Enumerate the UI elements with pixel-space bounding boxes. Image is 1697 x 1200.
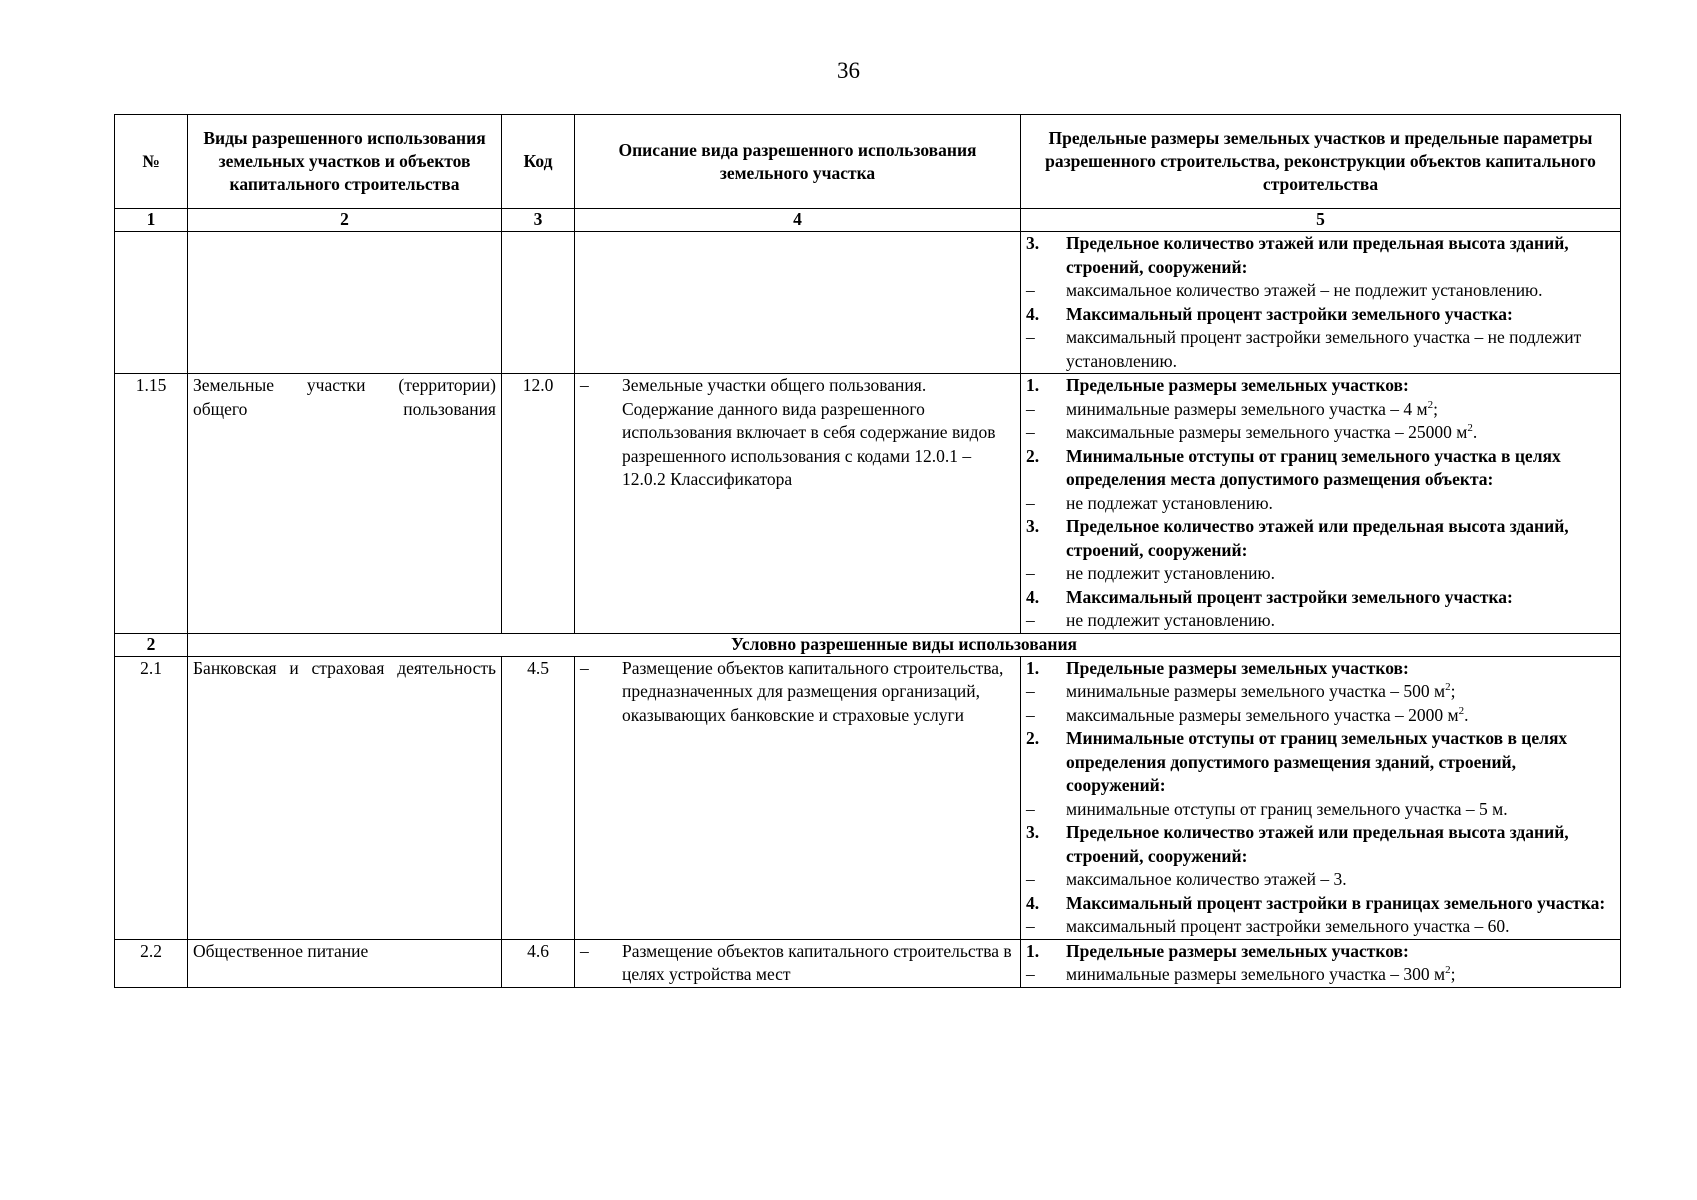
param-item: не подлежат установлению. <box>1066 492 1273 513</box>
param-item: не подлежит установлению. <box>1066 610 1275 630</box>
description-text: Земельные участки общего пользования. Содержание данного вида разрешенного использования включает в себя содержание видов разрешенного использования с кодами 12.0.1 – 12.0.2 Классификатора <box>622 375 996 489</box>
cell-use-type: Банковская и страховая деятельность <box>188 656 502 939</box>
param-item: максимальные размеры земельного участка – 2000 $м^2$. <box>1066 704 1469 725</box>
cell-num: 2.2 <box>115 939 188 987</box>
param-heading: Предельное количество этажей или предельная высота зданий, строений, сооружений: <box>1066 822 1569 866</box>
list-marker: – <box>580 375 589 395</box>
parameter-list <box>1026 657 1615 939</box>
cell-code <box>502 232 575 374</box>
column-number: 3 <box>502 209 575 232</box>
cell-description <box>575 232 1021 374</box>
list-marker: – <box>1026 563 1035 583</box>
description-text: Размещение объектов капитального строительства в целях устройства мест <box>622 940 1012 984</box>
list-marker: 2. <box>1026 728 1040 748</box>
list-marker: 4. <box>1026 303 1040 324</box>
cell-code: 4.5 <box>502 656 575 939</box>
list-marker: 3. <box>1026 233 1040 253</box>
cell-code: 4.6 <box>502 939 575 987</box>
param-item: максимальное количество этажей – 3. <box>1066 869 1347 889</box>
parameter-list <box>1026 232 1615 373</box>
param-heading: Предельные размеры земельных участков: <box>1066 375 1409 395</box>
cell-use-type <box>188 232 502 374</box>
section-number: 2 <box>115 633 188 656</box>
column-number: 1 <box>115 209 188 232</box>
header-description: Описание вида разрешенного использования земельного участка <box>575 115 1021 209</box>
cell-parameters <box>1021 232 1621 374</box>
param-item: минимальные отступы от границ земельного участка – 5 м. <box>1066 798 1508 819</box>
param-item: максимальное количество этажей – не подлежит установлению. <box>1066 280 1543 300</box>
param-heading: Предельные размеры земельных участков: <box>1066 940 1409 961</box>
column-number: 4 <box>575 209 1021 232</box>
param-heading: Предельное количество этажей или предельная высота зданий, строений, сооружений: <box>1066 516 1569 560</box>
cell-use-type: Земельные участки (территории) общего пользования <box>188 374 502 634</box>
section-row <box>115 633 1621 656</box>
param-item: минимальные размеры земельного участка – 500 $м^2$; <box>1066 681 1456 701</box>
list-marker: – <box>1026 681 1035 701</box>
list-marker: 3. <box>1026 822 1040 842</box>
cell-code: 12.0 <box>502 374 575 634</box>
param-heading: Максимальный процент застройки земельного участка: <box>1066 586 1513 607</box>
table-header-row <box>115 115 1621 209</box>
list-marker: 1. <box>1026 657 1040 678</box>
cell-description <box>575 656 1021 939</box>
page-number: 36 <box>837 58 860 83</box>
table-row <box>115 656 1621 939</box>
list-marker: 2. <box>1026 445 1040 466</box>
land-use-table <box>114 114 1621 988</box>
header-use-type: Виды разрешенного использования земельных участков и объектов капитального строительства <box>188 115 502 209</box>
header-parameters: Предельные размеры земельных участков и предельные параметры разрешенного строительства, реконструкции объектов капитального строительства <box>1021 115 1621 209</box>
list-marker: – <box>1026 422 1035 442</box>
param-heading: Минимальные отступы от границ земельных участков в целях определения допустимого размещения зданий, строений, сооружений: <box>1066 728 1568 795</box>
list-marker: – <box>1026 869 1035 889</box>
list-marker: – <box>1026 916 1035 936</box>
cell-description <box>575 939 1021 987</box>
param-item: максимальные размеры земельного участка – 25000 $м^2$. <box>1066 422 1478 442</box>
description-text: Размещение объектов капитального строительства, предназначенных для размещения организаций, оказывающих банковские и страховые услуги <box>622 657 1004 725</box>
param-item: максимальный процент застройки земельного участка – 60. <box>1066 916 1510 936</box>
param-heading: Минимальные отступы от границ земельного участка в целях определения места допустимого размещения объекта: <box>1066 445 1561 489</box>
list-marker: – <box>1026 398 1035 419</box>
list-marker: – <box>1026 327 1035 347</box>
param-heading: Предельные размеры земельных участков: <box>1066 657 1409 678</box>
cell-num <box>115 232 188 374</box>
list-marker: – <box>1026 964 1035 984</box>
column-number-row <box>115 209 1621 232</box>
list-marker: 3. <box>1026 516 1040 536</box>
column-number: 5 <box>1021 209 1621 232</box>
param-item: минимальные размеры земельного участка – 4 $м^2$; <box>1066 398 1438 419</box>
param-item: минимальные размеры земельного участка – 300 $м^2$; <box>1066 964 1456 984</box>
header-code: Код <box>502 115 575 209</box>
header-num: № <box>115 115 188 209</box>
cell-num: 1.15 <box>115 374 188 634</box>
column-number: 2 <box>188 209 502 232</box>
list-marker: – <box>1026 798 1035 819</box>
cell-parameters <box>1021 374 1621 634</box>
list-marker: 4. <box>1026 892 1040 913</box>
list-marker: 4. <box>1026 586 1040 607</box>
list-marker: – <box>1026 610 1035 630</box>
param-heading: Предельное количество этажей или предельная высота зданий, строений, сооружений: <box>1066 233 1569 277</box>
param-item: максимальный процент застройки земельного участка – не подлежит установлению. <box>1066 327 1582 371</box>
param-heading: Максимальный процент застройки земельного участка: <box>1066 303 1513 324</box>
parameter-list <box>1026 940 1615 987</box>
parameter-list <box>1026 374 1615 633</box>
cell-parameters <box>1021 939 1621 987</box>
cell-use-type: Общественное питание <box>188 939 502 987</box>
list-marker: – <box>1026 492 1035 513</box>
list-marker: 1. <box>1026 940 1040 961</box>
table-row <box>115 374 1621 634</box>
list-marker: 1. <box>1026 375 1040 395</box>
cell-parameters <box>1021 656 1621 939</box>
list-marker: – <box>580 940 589 961</box>
param-item: не подлежит установлению. <box>1066 563 1275 583</box>
list-marker: – <box>1026 280 1035 300</box>
list-marker: – <box>1026 704 1035 725</box>
list-marker: – <box>580 657 589 678</box>
cell-description <box>575 374 1021 634</box>
table-row-continued <box>115 232 1621 374</box>
cell-num: 2.1 <box>115 656 188 939</box>
param-heading: Максимальный процент застройки в границах земельного участка: <box>1066 892 1606 913</box>
table-row <box>115 939 1621 987</box>
section-title: Условно разрешенные виды использования <box>188 633 1621 656</box>
